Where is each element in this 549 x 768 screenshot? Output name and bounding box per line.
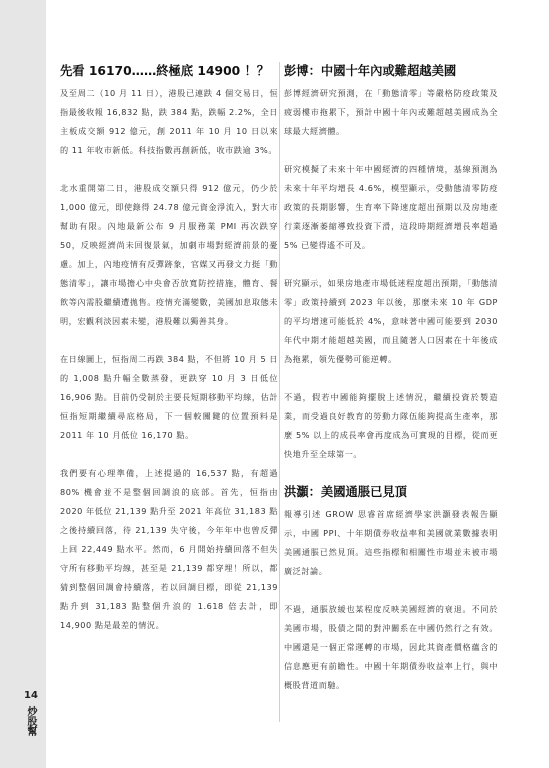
left-paragraph-4: 我們要有心理準備，上述提過的 16,537 點，有超過 80% 機會並不是整個回調浪的底部。首先，恒指由 2020 年低位 21,139 點升至 2021 年高位 31,183 點之後持續回落，待 21,139 失守後，今年年中也曾反彈上回 22,449 點水平。然而，6 月開始持續回落不但失守所有移動平均線，甚至是 21,139 都穿埋！所以，都猜到整個回調會持續落，若以回調目標，即從 21,139 點升到 31,183 點整個升浪的 1.618 倍去計，即 14,900 點是最差的情況。 bbox=[60, 468, 278, 630]
left-paragraph-1: 及至周二（10 月 11 日），港股已連跌 4 個交易日，恒指最後收報 16,832 點，跌 384 點，跌幅 2.2%，全日主板成交額 912 億元，創 2011 年 10 月 10 日以來的 11 年收市新低。科技指數再創新低，收市跌逾 3%。 bbox=[60, 88, 278, 155]
section1-paragraph-2: 研究模擬了未來十年中國經濟的四種情境，基線預測為未來十年平均增長 4.6%，模型顯示，受動態清零防疫政策的長期影響，生育率下降速度超出預期以及房地產行業逐漸萎縮導致投資下滑，這段時期經濟增長率超過 5% 已變得遙不可及。 bbox=[284, 164, 498, 250]
left-column bbox=[60, 62, 278, 654]
section1-paragraph-1: 彭博經濟研究預測，在「動態清零」等嚴格防疫政策及疲弱樓市拖累下，預計中國十年內或難超越美國成為全球最大經濟體。 bbox=[284, 88, 498, 136]
section2-paragraph-1: 報導引述 GROW 思睿首席經濟學家洪灝發表報告顯示，中國 PPI、十年期債券收益率和美國就業數據表明美國通脹已然見頂。這些指標和相關性市場並未被市場廣泛討論。 bbox=[284, 509, 498, 576]
column-divider bbox=[279, 62, 280, 722]
section1-heading: 彭博：中國十年內或難超越美國 bbox=[284, 64, 457, 78]
magazine-brand: 炒股幫 bbox=[25, 706, 36, 736]
left-paragraph-2: 北水重開第二日，港股成交額只得 912 億元，仍少於 1,000 億元，即使錄得 24.78 億元資金淨流入，對大市幫助有限。內地最新公布 9 月服務業 PMI 再次跌穿 50，反映經濟尚未回復景氣，加劇市場對經濟前景的憂慮。加上，內地疫情有反彈跡象，官媒又再發文力挺「動態清零」，讓市場擔心中央會否放寬防控措施，體育、餐飲等內需股繼續遭拋售。疫情充滿變數，美國加息取態未明，宏觀利淡因素未變，港股難以獨善其身。 bbox=[60, 183, 278, 326]
page-number: 14 bbox=[24, 690, 38, 701]
page-side-band bbox=[0, 0, 46, 768]
section1-paragraph-4: 不過，假若中國能夠擺脫上述情況，繼續投資於製造業，而受過良好教育的勞動力隊伍能夠提高生產率，那麼 5% 以上的成長率會再度成為可實現的目標，從而更快地升至全球第一。 bbox=[284, 392, 498, 459]
section1-paragraph-3: 研究顯示，如果房地產市場低迷程度超出預期，「動態清零」政策持續到 2023 年以後，那麼未來 10 年 GDP 的平均增速可能低於 4%，意味著中國可能要到 2030 年代中期才能超越美國，而且隨著人口因素在十年後成為拖累，領先優勢可能逆轉。 bbox=[284, 278, 498, 364]
left-paragraph-3: 在日線圖上，恒指周二再跌 384 點，不但將 10 月 5 日的 1,008 點升幅全數蒸發，更跌穿 10 月 3 日低位 16,906 點。目前仍受制於主要長短期移動平均線，估計恒指短期繼續尋底格局，下一個較關鍵的位置預料是 2011 年 10 月低位 16,170 點。 bbox=[60, 354, 278, 440]
section2-paragraph-2: 不過，通脹放緩也某程度反映美國經濟的衰退。不同於美國市場，股債之間的對沖關系在中國仍然行之有效。中國還是一個正常運轉的市場，因此其資產價格蘊含的信息應更有前瞻性。中國十年期債券收益率上行，與中概股背道而馳。 bbox=[284, 604, 498, 690]
left-heading: 先看 16170……終極底 14900 ！？ bbox=[60, 64, 270, 78]
section2-heading: 洪灝：美國通脹已見頂 bbox=[284, 485, 407, 499]
right-column bbox=[284, 62, 498, 714]
